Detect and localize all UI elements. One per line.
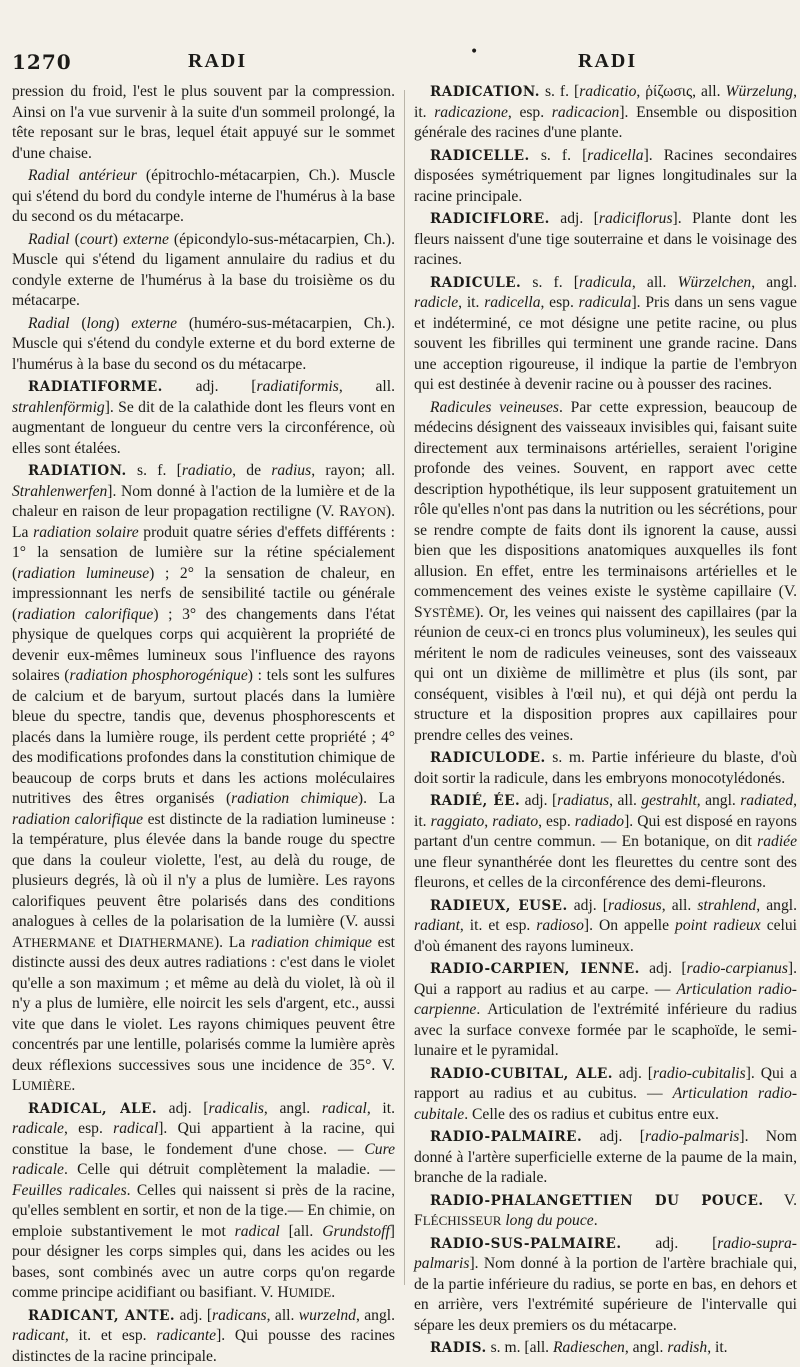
dictionary-entry: RADIEUX, EUSE. adj. [radiosus, all. strahlend, angl. radiant, it. et esp. radioso]. On appelle point radieux celui d'où émanent des rayons lumineux. xyxy=(414,896,797,958)
ink-mark: • xyxy=(470,44,478,60)
dictionary-entry: RADICANT, ANTE. adj. [radicans, all. wurzelnd, angl. radicant, it. et esp. radicante]. Qui pousse des racines distinctes de la racine principale. xyxy=(12,1306,395,1367)
dictionary-entry: RADIO-CUBITAL, ALE. adj. [radio-cubitalis]. Qui a rapport au radius et au cubitus. — Articulation radio-cubitale. Celle des os radius et cubitus entre eux. xyxy=(414,1064,797,1126)
dictionary-entry: pression du froid, l'est le plus souvent par la compression. Ainsi on l'a vue survenir à la suite d'un sommeil prolongé, la tête reposant sur le bras, lequel était appuyé sur le sommet d'une chaise. xyxy=(12,82,395,164)
column-divider xyxy=(404,90,405,1285)
dictionary-entry: RADIATION. s. f. [radiatio, de radius, rayon; all. Strahlenwerfen]. Nom donné à l'action de la lumière et de la chaleur en raison de leur propagation rectiligne (V. RAYON). La radiation solaire produit quatre séries d'effets différents : 1° la sensation de lumière sur la rétine spécialement (radiation lumineuse) ; 2° la sensation de chaleur, en impressionnant les nerfs de sensibilité tactile ou générale (radiation calorifique) ; 3° des changements dans l'état physique de quelques corps qui acquièrent la propriété de devenir eux-mêmes lumineux sous l'influence des rayons solaires (radiation phosphorogénique) : tels sont les sulfures de calcium et de baryum, surtout placés dans la lumière bleue du spectre, tandis que, devenus phosphorescents et placés dans la lumière rouge, ils perdent cette propriété ; 4° des modifications profondes dans la constitution chimique de beaucoup de corps bruts et dans les actions moléculaires nutritives des êtres organisés (radiation chimique). La radiation calorifique est distincte de la radiation lumineuse : la température, plus élevée dans la bande rouge du spectre que dans la couleur violette, l'est, au delà du rouge, de plusieurs degrés, là où il n'y a plus de lumière. Les rayons calorifiques peuvent être polarisés dans des conditions analogues à celles de la polarisation de la lumière (V. aussi ATHERMANE et DIATHERMANE). La radiation chimique est distincte aussi des deux autres radiations : c'est dans le violet qu'elle a son maximum ; et même au delà du violet, là où il n'y a plus de lumière, elle noircit les sels d'argent, etc., aussi vite que dans le violet. Les rayons chimiques peuvent être concentrés par une lentille, polarisés comme la lumière après deux réflexions successives sous une incidence de 35°. V. LUMIÈRE. xyxy=(12,461,395,1097)
left-running-head: RADI xyxy=(188,50,247,73)
dictionary-entry: RADICULODE. s. m. Partie inférieure du blaste, d'où doit sortir la radicule, dans les embryons monocotylédonés. xyxy=(414,748,797,789)
dictionary-entry: Radial (court) externe (épicondylo-sus-métacarpien, Ch.). Muscle qui s'étend du ligament annulaire du radius et du condyle externe de l'humérus à la base du troisième os du métacarpe. xyxy=(12,230,395,312)
page-number: 1270 xyxy=(12,50,72,74)
dictionary-entry: RADIS. s. m. [all. Radieschen, angl. radish, it. xyxy=(414,1338,797,1359)
right-column xyxy=(414,82,797,1297)
dictionary-entry: RADIO-SUS-PALMAIRE. adj. [radio-supra-palmaris]. Nom donné à la portion de l'artère brachiale qui, de la partie inférieure du radius, se porte en bas, en dehors et en arrière, vers l'extrémité supérieure de l'intervalle qui sépare les deux premiers os du métacarpe. xyxy=(414,1234,797,1337)
dictionary-entry: RADIO-CARPIEN, IENNE. adj. [radio-carpianus]. Qui a rapport au radius et au carpe. — Articulation radio-carpienne. Articulation de l'extrémité inférieure du radius avec la surface convexe formée par le scaphoïde, le semi-lunaire et le pyramidal. xyxy=(414,959,797,1062)
dictionary-entry: RADICELLE. s. f. [radicella]. Racines secondaires disposées symétriquement par lignes longitudinales sur la racine principale. xyxy=(414,146,797,208)
dictionary-entry: RADIATIFORME. adj. [radiatiformis, all. strahlenförmig]. Se dit de la calathide dont les fleurs vont en augmentant de longueur du centre vers la circonférence, où elles sont étalées. xyxy=(12,377,395,459)
dictionary-entry: RADIO-PHALANGETTIEN DU POUCE. V. FLÉCHISSEUR long du pouce. xyxy=(414,1191,797,1232)
dictionary-entry: RADICULE. s. f. [radicula, all. Würzelchen, angl. radicle, it. radicella, esp. radicula]. Pris dans un sens vague et indéterminé, ce mot désigne une petite racine, ou plus souvent les fibrilles qui terminent une grande racine. Dans une acception rigoureuse, il indique la partie de l'embryon qui est destinée à devenir racine ou à pousser des racines. xyxy=(414,273,797,396)
left-column xyxy=(12,82,395,1297)
dictionary-entry: RADICIFLORE. adj. [radiciflorus]. Plante dont les fleurs naissent d'une tige souterraine et dans le voisinage des racines. xyxy=(414,209,797,271)
right-running-head: RADI xyxy=(578,50,637,73)
dictionary-entry: RADICAL, ALE. adj. [radicalis, angl. radical, it. radicale, esp. radical]. Qui appartient à la racine, qui constitue la base, le fondement d'une chose. — Cure radicale. Celle qui détruit complètement la maladie. — Feuilles radicales. Celles qui naissent si près de la racine, qu'elles semblent en sortir, et non de la tige.— En chimie, on emploie substantivement le mot radical [all. Grundstoff] pour désigner les corps simples qui, dans les acides ou les bases, sont combinés avec un autre corps qu'on regarde comme principe acidifiant ou basifiant. V. HUMIDE. xyxy=(12,1099,395,1304)
dictionary-entry: Radial (long) externe (huméro-sus-métacarpien, Ch.). Muscle qui s'étend du condyle externe et du bord externe de l'humérus à la base du second os du métacarpe. xyxy=(12,314,395,376)
dictionary-entry: RADIÉ, ÉE. adj. [radiatus, all. gestrahlt, angl. radiated, it. raggiato, radiato, esp. radiado]. Qui est disposé en rayons partant d'un centre commun. — En botanique, on dit radiée une fleur synanthérée dont les fleurettes du centre sont des fleurons, et celles de la circonférence des demi-fleurons. xyxy=(414,791,797,894)
dictionary-entry: RADIO-PALMAIRE. adj. [radio-palmaris]. Nom donné à l'artère superficielle externe de la paume de la main, branche de la radiale. xyxy=(414,1127,797,1189)
dictionary-entry: Radial antérieur (épitrochlo-métacarpien, Ch.). Muscle qui s'étend du bord du condyle interne de l'humérus à la base du second os du métacarpe. xyxy=(12,166,395,228)
dictionary-entry: RADICATION. s. f. [radicatio, ῥίζωσις, all. Würzelung, it. radicazione, esp. radicacion]. Ensemble ou disposition générale des racines d'une plante. xyxy=(414,82,797,144)
dictionary-entry: Radicules veineuses. Par cette expression, beaucoup de médecins désignent des vaisseaux invisibles qui, faisant suite directement aux terminaisons artérielles, seraient l'origine profonde des veines. Souvent, en rapport avec cette description hypothétique, ils leur supposent gratuitement un rôle qu'elles n'ont pas dans la nutrition ou les sécrétions, pour se rendre compte de faits dont ils ignorent la cause, aussi bien que les dispositions anatomiques auxquelles ils font allusion. En effet, entre les terminaisons artérielles et le commencement des veines existe le système capillaire (V. SYSTÈME). Or, les veines qui naissent des capillaires (par la réunion de ceux-ci en troncs plus volumineux), les seules qui méritent le nom de radicules veineuses, sont des vaisseaux qui ont un dixième de millimètre et plus (ils sont, par conséquent, visibles à l'œil nu), et qui déjà ont perdu la structure et la disposition propres aux capillaires pour prendre celles des veines. xyxy=(414,398,797,747)
running-header xyxy=(0,44,800,80)
